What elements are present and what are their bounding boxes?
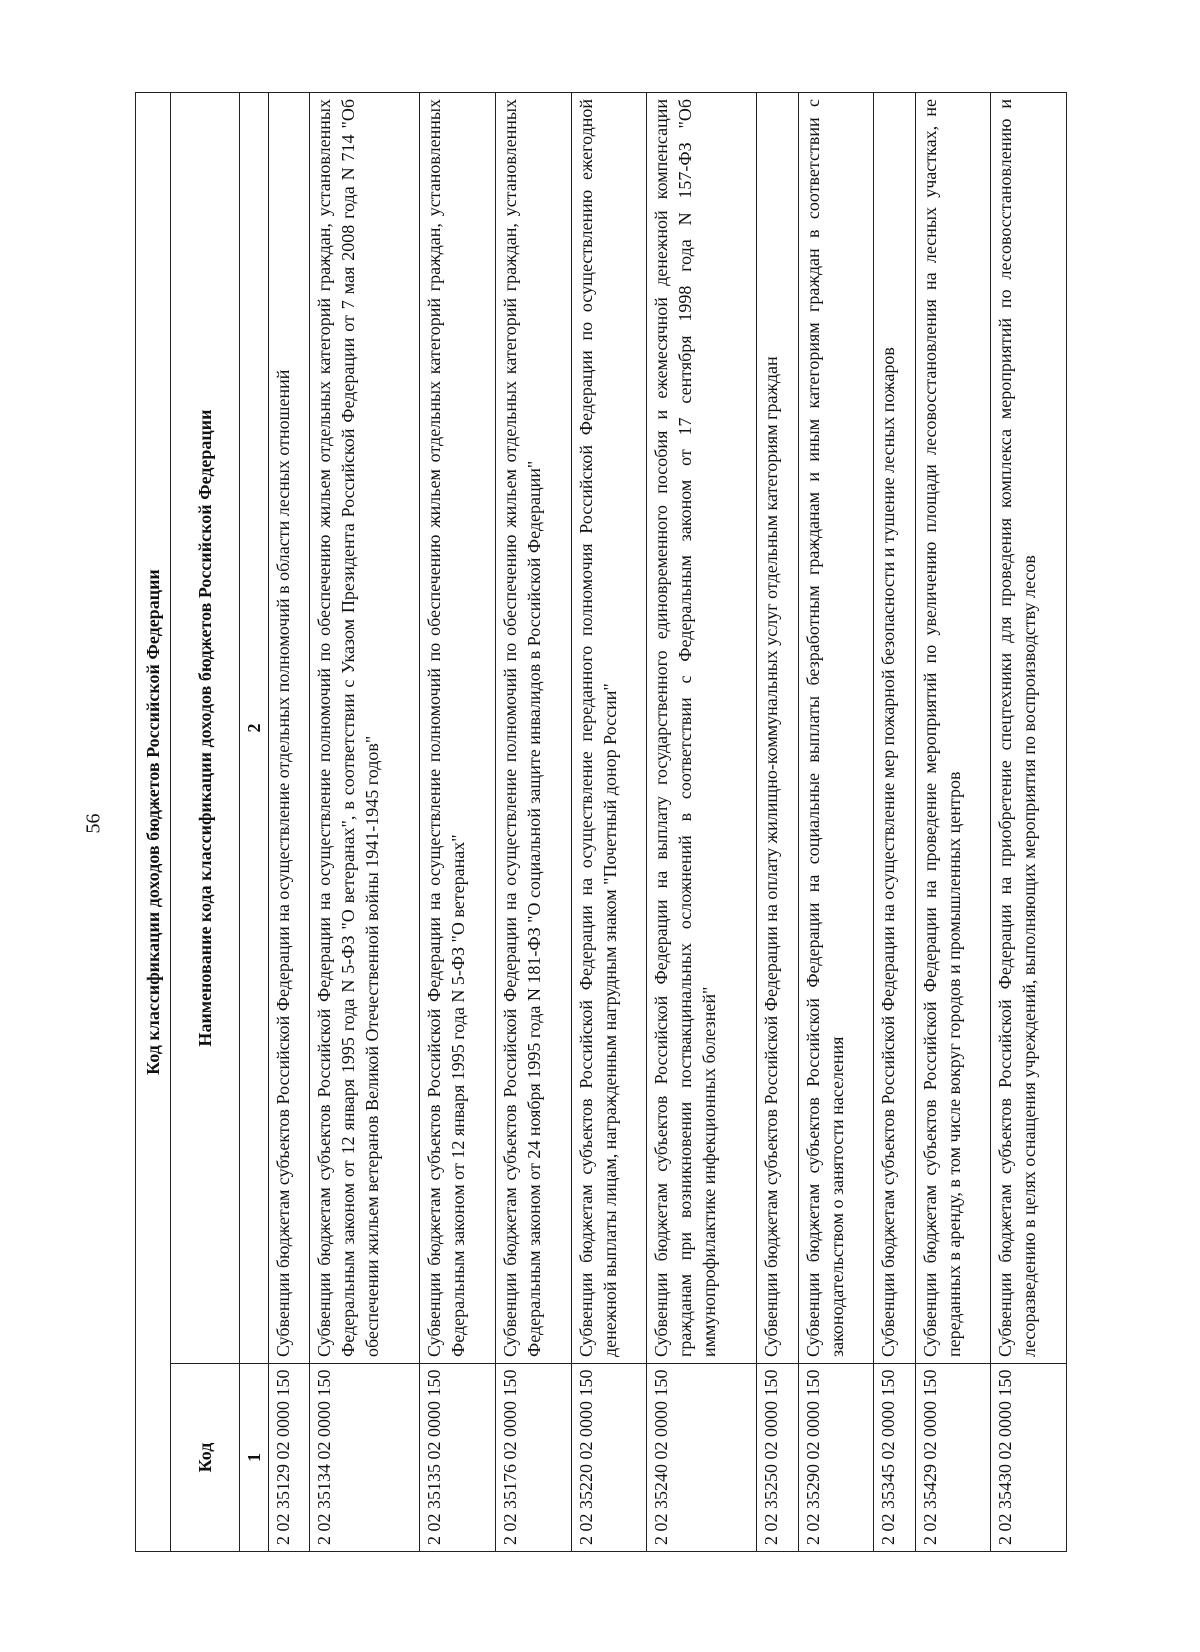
table-row [798, 93, 874, 1552]
row-name: Субвенции бюджетам субъектов Российской Федерации на осуществление полномочий по обеспечению жильем отдельных категорий граждан, установленных Федеральным законом от 24 ноября 1995 года N 181-ФЗ "О социальной защите инвалидов в Российской Федерации" [495, 93, 571, 1364]
row-code: 2 02 35220 02 0000 150 [571, 1364, 647, 1552]
table-number-row [240, 93, 269, 1552]
table-row [420, 93, 496, 1552]
table-row [915, 93, 991, 1552]
row-name: Субвенции бюджетам субъектов Российской Федерации на осуществление полномочий по обеспечению жильем отдельных категорий граждан, установленных Федеральным законом от 12 января 1995 года N 5-ФЗ "О ветеранах" [420, 93, 496, 1364]
row-code: 2 02 35176 02 0000 150 [495, 1364, 571, 1552]
row-code: 2 02 35429 02 0000 150 [915, 1364, 991, 1552]
table-row [310, 93, 420, 1552]
row-code: 2 02 35345 02 0000 150 [874, 1364, 915, 1552]
table-title-row [136, 93, 171, 1552]
row-name: Субвенции бюджетам субъектов Российской Федерации на приобретение спецтехники для проведения комплекса мероприятий по лесовосстановлению и лесоразведению в целях оснащения учреждений, выполняющих мероприятия по воспроизводству лесов [991, 93, 1067, 1364]
table-row [874, 93, 915, 1552]
column-number-2: 2 [240, 93, 269, 1364]
table-row [571, 93, 647, 1552]
row-name: Субвенции бюджетам субъектов Российской Федерации на оплату жилищно-коммунальных услуг отдельным категориям граждан [757, 93, 798, 1364]
row-code: 2 02 35134 02 0000 150 [310, 1364, 420, 1552]
row-name: Субвенции бюджетам субъектов Российской Федерации на социальные выплаты безработным гражданам и иным категориям граждан в соответствии с законодательством о занятости населения [798, 93, 874, 1364]
table-row [647, 93, 757, 1552]
table-row [495, 93, 571, 1552]
table-row [269, 93, 310, 1552]
column-header-name: Наименование кода классификации доходов бюджетов Российской Федерации [171, 93, 240, 1364]
row-name: Субвенции бюджетам субъектов Российской Федерации на проведение мероприятий по увеличению площади лесовосстановления на лесных участках, не переданных в аренду, в том числе вокруг городов и промышленных центров [915, 93, 991, 1364]
table-title: Код классификации доходов бюджетов Российской Федерации [136, 93, 171, 1552]
table-row [991, 93, 1067, 1552]
row-code: 2 02 35290 02 0000 150 [798, 1364, 874, 1552]
row-name: Субвенции бюджетам субъектов Российской Федерации на осуществление мер пожарной безопасности и тушение лесных пожаров [874, 93, 915, 1364]
row-code: 2 02 35250 02 0000 150 [757, 1364, 798, 1552]
table-row [757, 93, 798, 1552]
row-name: Субвенции бюджетам субъектов Российской Федерации на выплату государственного единовременного пособия и ежемесячной денежной компенсации гражданам при возникновении поствакцинальных осложнений в соответствии с Федеральным законом от 17 сентября 1998 года N 157-ФЗ "Об иммунопрофилактике инфекционных болезней" [647, 93, 757, 1364]
row-code: 2 02 35430 02 0000 150 [991, 1364, 1067, 1552]
row-code: 2 02 35129 02 0000 150 [269, 1364, 310, 1552]
column-header-code: Код [171, 1364, 240, 1552]
row-name: Субвенции бюджетам субъектов Российской Федерации на осуществление переданного полномочия Российской Федерации по осуществлению ежегодной денежной выплаты лицам, награжденным нагрудным знаком "Почетный донор России" [571, 93, 647, 1364]
column-number-1: 1 [240, 1364, 269, 1552]
page-number: 56 [82, 813, 105, 834]
rotated-table-container [135, 92, 1067, 1552]
table-header-row [171, 93, 240, 1552]
row-name: Субвенции бюджетам субъектов Российской Федерации на осуществление полномочий по обеспечению жильем отдельных категорий граждан, установленных Федеральным законом от 12 января 1995 года N 5-ФЗ "О ветеранах", в соответствии с Указом Президента Российской Федерации от 7 мая 2008 года N 714 "Об обеспечении жильем ветеранов Великой Отечественной войны 1941-1945 годов" [310, 93, 420, 1364]
revenue-classification-table [135, 92, 1067, 1552]
row-code: 2 02 35240 02 0000 150 [647, 1364, 757, 1552]
row-name: Субвенции бюджетам субъектов Российской Федерации на осуществление отдельных полномочий в области лесных отношений [269, 93, 310, 1364]
row-code: 2 02 35135 02 0000 150 [420, 1364, 496, 1552]
